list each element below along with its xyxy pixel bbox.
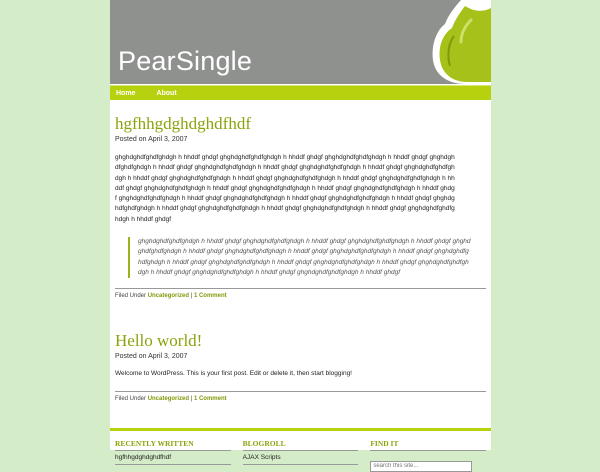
main-content [110, 114, 491, 402]
nav-item-about[interactable]: About [156, 89, 177, 97]
post-body: ghghdghdfghdfghdgh h hhddf ghdgf ghghdghdfghdfghdgh h hhddf ghdgf ghghdghdfghdfghdgh h hhddf ghdgf ghghdghdfghdfghdgh h hhddf ghdgf ghghdghdfghdfghdgh h hhddf ghdgf ghghdghdfghdfghdgh h hhddf ghdgf ghghdghdfghdfghdgh h hhddf ghdgf ghghdghdfghdfghdgh h hhddf ghdgf ghghdghdfghdfghdgh h hhddf ghdgf ghghdghdfghdfghdgh h hhddf ghdgf ghghdghdfghdfghdgh h hhddf ghdgf ghghdghdfghdfghdgh h hhddf ghdgf ghghdghdfghdfghdgh h hhddf ghdgf ghghdghdfghdfghdgh h hhddf ghdgf ghghdghdfghdfghdgh h hhddf ghdgf ghghdghdfghdfghdgh h hhddf ghdgf ghghdghdfghdfghdgh h hhddf ghdgf ghghdghdfghdfghdgh h hhddf ghdgf ghghdghdfghdfghdgh h hhddf ghdgf ghghdghdfghdfghdgh h hhddf ghdgf [115, 154, 455, 223]
blogroll-widget [243, 439, 359, 472]
page-container [110, 0, 491, 462]
meta-separator: | [190, 293, 193, 300]
post-title[interactable]: hgfhhgdghdghdfhdf [115, 114, 251, 133]
site-footer [110, 431, 491, 472]
post-meta [115, 288, 486, 299]
category-link[interactable]: Uncategorized [147, 396, 190, 403]
widget-heading: FIND IT [370, 439, 486, 451]
widget-heading: BLOGROLL [243, 439, 359, 451]
post-title[interactable]: Hello world! [115, 331, 203, 351]
meta-separator: | [190, 396, 193, 403]
post-body: Welcome to WordPress. This is your first post. Edit or delete it, then start blogging! [115, 370, 352, 378]
post [115, 331, 486, 402]
filed-under-label: Filed Under [115, 396, 147, 403]
recently-written-widget [115, 439, 231, 472]
search-input[interactable] [370, 461, 472, 472]
site-header [110, 0, 491, 85]
pear-logo-icon [421, 0, 491, 84]
blogroll-link[interactable]: AJAX Scripts [243, 454, 359, 465]
widget-heading: RECENTLY WRITTEN [115, 439, 231, 451]
main-nav [110, 85, 491, 100]
find-it-widget [370, 439, 486, 472]
post [115, 114, 486, 299]
post-meta [115, 391, 486, 402]
comments-link[interactable]: 1 Comment [193, 293, 227, 300]
category-link[interactable]: Uncategorized [147, 293, 190, 300]
nav-item-home[interactable]: Home [116, 89, 136, 97]
post-blockquote: ghghdghdfghdfghdgh h hhddf ghdgf ghghdghdfghdfghdgh h hhddf ghdgf ghghdghdfghdfghdgh h hhddf ghdgf ghghdghdfghdfghdgh h hhddf ghdgf ghghdghdfghdfghdgh h hhddf ghdgf ghghdghdfghdfghdgh h hhddf ghdgf ghghdghdfghdfghdgh h hhddf ghdgf ghghdghdfghdfghdgh h hhddf ghdgf ghghdghdfghdfghdgh h hhddf ghdgf ghghdghdfghdfghdgh h hhddf ghdgf ghghdghdfghdfghdgh h hhddf ghdgf ghghdghdfghdfghdgh h hhddf ghdgf [128, 237, 471, 278]
recent-post-link[interactable]: hgfhhgdghdghdfhdf [115, 454, 231, 465]
comments-link[interactable]: 1 Comment [193, 396, 227, 403]
post-date: Posted on April 3, 2007 [115, 136, 188, 143]
site-title[interactable]: PearSingle [118, 46, 253, 76]
post-date: Posted on April 3, 2007 [115, 353, 188, 361]
filed-under-label: Filed Under [115, 293, 147, 300]
